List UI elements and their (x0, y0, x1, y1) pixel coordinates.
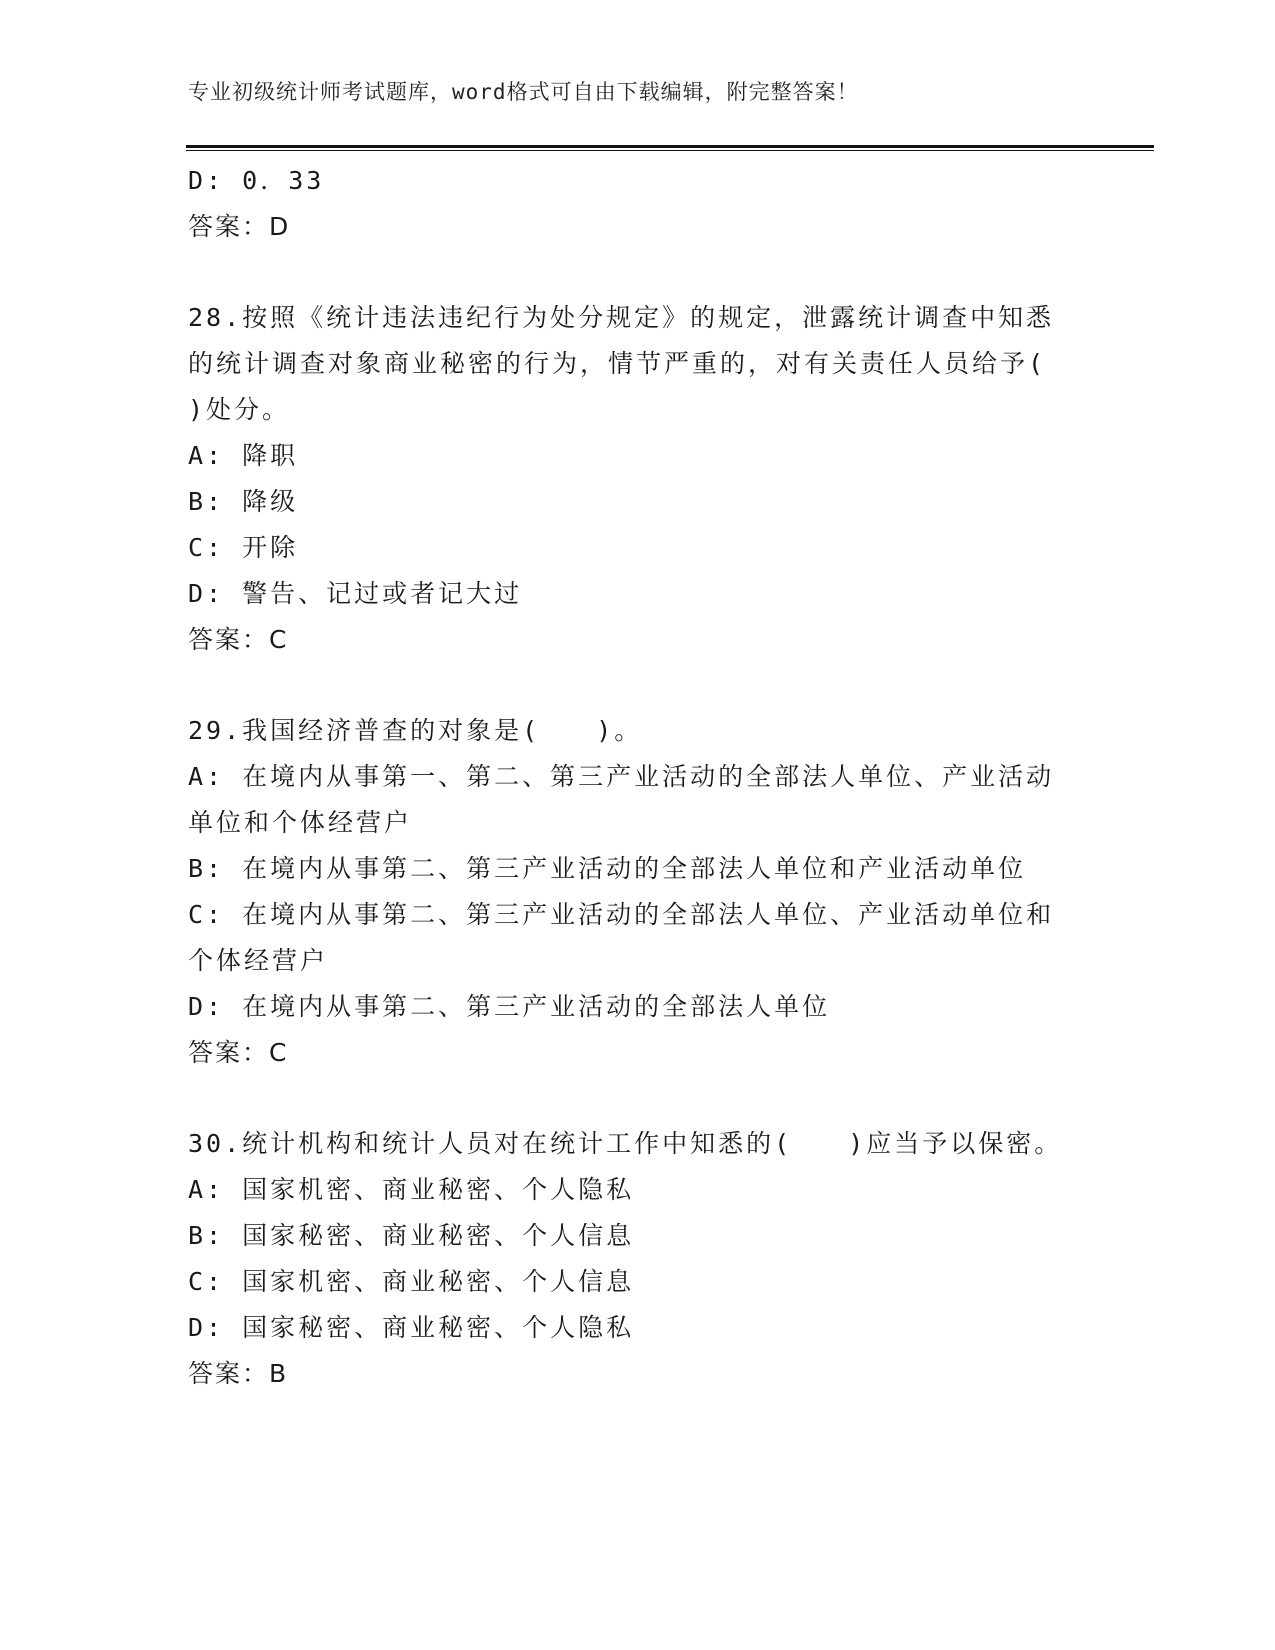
option-c: C: 在境内从事第二、第三产业活动的全部法人单位、产业活动单位和 (188, 900, 1055, 929)
question-text: 28.按照《统计违法违纪行为处分规定》的规定，泄露统计调查中知悉 (188, 303, 1055, 332)
question-text: )处分。 (188, 395, 291, 424)
document-body (188, 158, 1088, 1397)
question-30 (188, 1121, 1088, 1397)
answer-line: 答案：B (188, 1359, 289, 1388)
answer-line: 答案：C (188, 625, 289, 654)
option-c: C: 国家机密、商业秘密、个人信息 (188, 1267, 635, 1296)
question-text: 30.统计机构和统计人员对在统计工作中知悉的( )应当予以保密。 (188, 1129, 1063, 1158)
question-text: 29.我国经济普查的对象是( )。 (188, 716, 643, 745)
option-b: B: 降级 (188, 487, 299, 516)
answer-line: 答案：C (188, 1038, 289, 1067)
option-d: D: 在境内从事第二、第三产业活动的全部法人单位 (188, 992, 831, 1021)
question-28 (188, 295, 1088, 663)
option-a: A: 降职 (188, 441, 299, 470)
question-29 (188, 708, 1088, 1076)
option-a: A: 国家机密、商业秘密、个人隐私 (188, 1175, 635, 1204)
header-rule-thin (186, 150, 1154, 151)
option-d: D: 国家秘密、商业秘密、个人隐私 (188, 1313, 635, 1342)
option-d: D: 0．33 (188, 166, 325, 195)
header-rule-thick (186, 145, 1154, 148)
option-a-cont: 单位和个体经营户 (188, 808, 413, 837)
option-b: B: 在境内从事第二、第三产业活动的全部法人单位和产业活动单位 (188, 854, 1027, 883)
answer-line: 答案：D (188, 212, 291, 241)
option-d: D: 警告、记过或者记大过 (188, 579, 523, 608)
option-c-cont: 个体经营户 (188, 946, 329, 975)
question-text: 的统计调查对象商业秘密的行为，情节严重的，对有关责任人员给予( (188, 349, 1047, 378)
option-a: A: 在境内从事第一、第二、第三产业活动的全部法人单位、产业活动 (188, 762, 1055, 791)
option-b: B: 国家秘密、商业秘密、个人信息 (188, 1221, 635, 1250)
option-c: C: 开除 (188, 533, 299, 562)
page-header: 专业初级统计师考试题库，word格式可自由下载编辑，附完整答案！ (188, 80, 859, 104)
